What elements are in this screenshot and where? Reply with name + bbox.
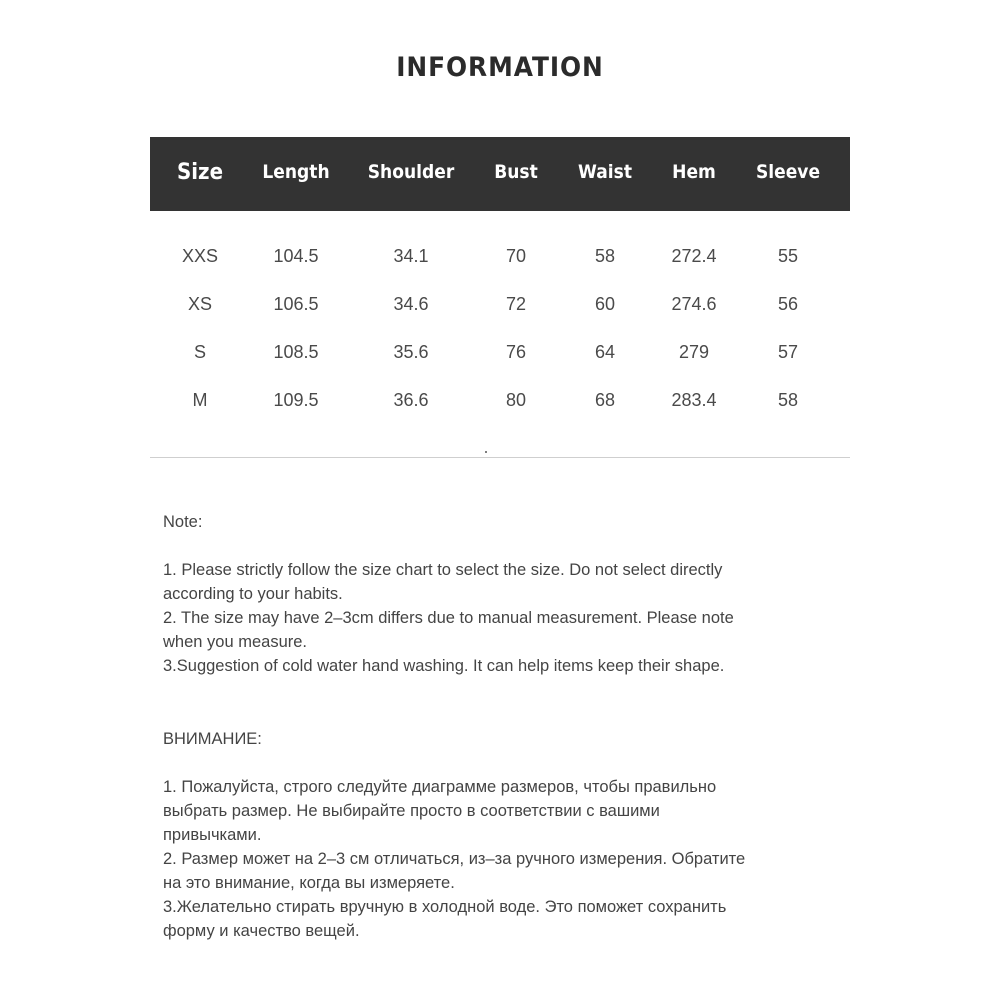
- cell-shoulder: 36.6: [393, 390, 429, 410]
- header-bust: Bust: [494, 161, 538, 183]
- note-line: 1. Пожалуйста, строго следуйте диаграмме размеров, чтобы правильно: [163, 778, 717, 796]
- header-sleeve: Sleeve: [755, 161, 821, 183]
- note-line: 2. The size may have 2–3cm differs due to manual measurement. Please note: [163, 609, 734, 627]
- cell-size: XS: [187, 294, 213, 314]
- cell-shoulder: 34.1: [393, 246, 429, 266]
- note-heading: Note:: [163, 513, 203, 531]
- note-line: привычками.: [163, 826, 262, 844]
- note-line: на это внимание, когда вы измеряете.: [163, 874, 455, 892]
- cell-bust: 80: [505, 390, 527, 410]
- cell-size: S: [193, 342, 207, 362]
- cell-waist: 60: [594, 294, 616, 314]
- note-line: according to your habits.: [163, 585, 343, 603]
- cell-sleeve: 58: [777, 390, 799, 410]
- cell-waist: 58: [594, 246, 616, 266]
- cell-length: 106.5: [273, 294, 319, 314]
- note-line: 3.Желательно стирать вручную в холодной воде. Это поможет сохранить: [163, 898, 727, 916]
- header-length: Length: [262, 161, 330, 183]
- cell-length: 104.5: [273, 246, 319, 266]
- note-line: 2. Размер может на 2–3 см отличаться, из–за ручного измерения. Обратите: [163, 850, 746, 868]
- table-row: [150, 390, 850, 420]
- cell-waist: 68: [594, 390, 616, 410]
- cell-shoulder: 34.6: [393, 294, 429, 314]
- cell-sleeve: 57: [777, 342, 799, 362]
- cell-hem: 283.4: [671, 390, 717, 410]
- header-size: Size: [176, 160, 224, 185]
- cell-sleeve: 56: [777, 294, 799, 314]
- stray-dot: [485, 451, 487, 453]
- table-row: [150, 246, 850, 276]
- cell-waist: 64: [594, 342, 616, 362]
- table-row: [150, 294, 850, 324]
- cell-sleeve: 55: [777, 246, 799, 266]
- note-line: 1. Please strictly follow the size chart to select the size. Do not select directly: [163, 561, 723, 579]
- divider-line: [150, 457, 850, 458]
- header-waist: Waist: [577, 161, 633, 183]
- cell-bust: 72: [505, 294, 527, 314]
- page-title: INFORMATION: [396, 52, 604, 83]
- note-english: [163, 510, 843, 678]
- table-row: [150, 342, 850, 372]
- size-table-header: [150, 137, 850, 211]
- cell-shoulder: 35.6: [393, 342, 429, 362]
- note-line: 3.Suggestion of cold water hand washing. It can help items keep their shape.: [163, 657, 725, 675]
- cell-bust: 76: [505, 342, 527, 362]
- cell-hem: 274.6: [671, 294, 717, 314]
- cell-length: 109.5: [273, 390, 319, 410]
- header-shoulder: Shoulder: [367, 161, 455, 183]
- note-line: выбрать размер. Не выбирайте просто в соответствии с вашими: [163, 802, 660, 820]
- cell-length: 108.5: [273, 342, 319, 362]
- cell-size: M: [192, 390, 208, 410]
- cell-hem: 272.4: [671, 246, 717, 266]
- header-hem: Hem: [672, 161, 716, 183]
- cell-bust: 70: [505, 246, 527, 266]
- note-russian: [163, 727, 843, 943]
- note-heading: ВНИМАНИЕ:: [163, 730, 262, 748]
- cell-hem: 279: [678, 342, 710, 362]
- note-line: форму и качество вещей.: [163, 922, 360, 940]
- cell-size: XXS: [181, 246, 219, 266]
- note-line: when you measure.: [163, 633, 307, 651]
